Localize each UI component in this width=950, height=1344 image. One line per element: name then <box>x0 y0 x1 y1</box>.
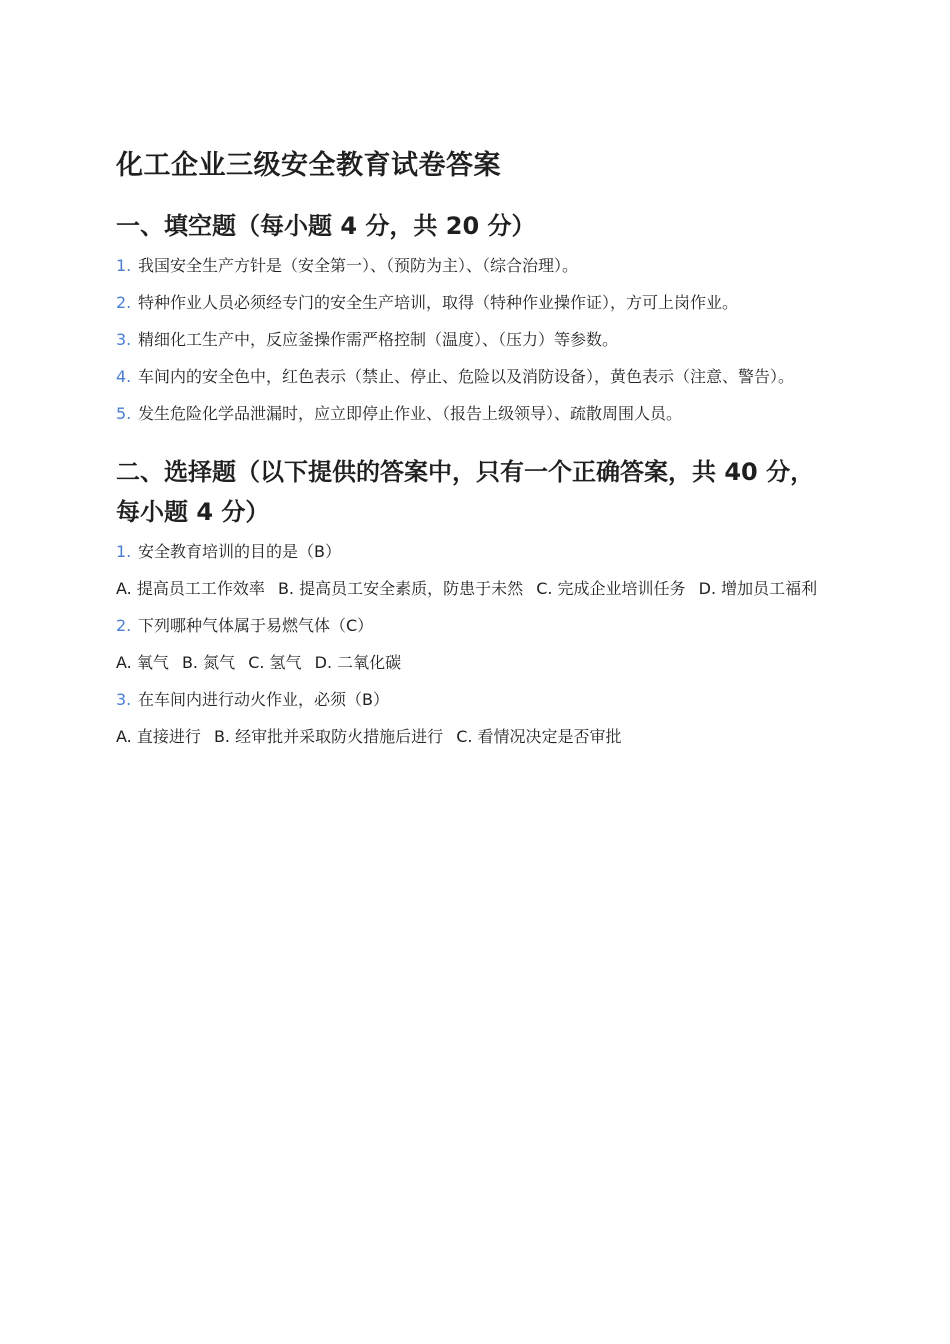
section-choice-heading: 二、选择题（以下提供的答案中，只有一个正确答案，共 40 分，每小题 4 分） <box>116 458 815 526</box>
item-text: 特种作业人员必须经专门的安全生产培训，取得（特种作业操作证），方可上岗作业。 <box>138 293 739 312</box>
question-stem: 下列哪种气体属于易燃气体（C） <box>138 616 374 635</box>
item-number: 3. <box>116 690 132 709</box>
option-c: C. 看情况决定是否审批 <box>456 727 622 746</box>
choice-question-3 <box>116 686 836 751</box>
option-b: B. 氮气 <box>181 653 236 672</box>
option-c: C. 完成企业培训任务 <box>536 579 686 598</box>
fill-blank-item <box>116 326 836 354</box>
item-number: 1. <box>116 256 132 275</box>
option-d: D. 二氧化碳 <box>314 653 402 672</box>
fill-blank-item <box>116 400 836 428</box>
choice-question-1 <box>116 538 836 603</box>
option-a: A. 氧气 <box>116 653 169 672</box>
choice-question-2 <box>116 612 836 677</box>
item-number: 4. <box>116 367 132 386</box>
item-number: 2. <box>116 293 132 312</box>
option-a: A. 直接进行 <box>116 727 201 746</box>
fill-blank-item <box>116 363 836 391</box>
question-text <box>116 612 836 640</box>
question-options <box>116 575 836 603</box>
question-text <box>116 538 836 566</box>
item-number: 2. <box>116 616 132 635</box>
document-title: 化工企业三级安全教育试卷答案 <box>116 150 501 181</box>
option-c: C. 氢气 <box>248 653 302 672</box>
fill-blank-item <box>116 252 836 280</box>
item-text: 车间内的安全色中，红色表示（禁止、停止、危险以及消防设备），黄色表示（注意、警告）。 <box>138 367 795 386</box>
item-number: 5. <box>116 404 132 423</box>
option-b: B. 提高员工安全素质，防患于未然 <box>277 579 524 598</box>
question-stem: 在车间内进行动火作业，必须（B） <box>138 690 389 709</box>
item-text: 发生危险化学品泄漏时，应立即停止作业、（报告上级领导）、疏散周围人员。 <box>138 404 683 423</box>
fill-blank-item <box>116 289 836 317</box>
option-d: D. 增加员工福利 <box>698 579 818 598</box>
item-text: 精细化工生产中，反应釜操作需严格控制（温度）、（压力）等参数。 <box>138 330 619 349</box>
item-text: 我国安全生产方针是（安全第一）、（预防为主）、（综合治理）。 <box>138 256 579 275</box>
section-fill-blank-heading: 一、填空题（每小题 4 分，共 20 分） <box>116 212 536 240</box>
fill-blank-list <box>116 252 836 428</box>
document-page <box>116 146 836 760</box>
question-options <box>116 723 836 751</box>
item-number: 1. <box>116 542 132 561</box>
question-options <box>116 649 836 677</box>
question-stem: 安全教育培训的目的是（B） <box>138 542 341 561</box>
question-text <box>116 686 836 714</box>
option-a: A. 提高员工工作效率 <box>116 579 265 598</box>
option-b: B. 经审批并采取防火措施后进行 <box>213 727 444 746</box>
item-number: 3. <box>116 330 132 349</box>
